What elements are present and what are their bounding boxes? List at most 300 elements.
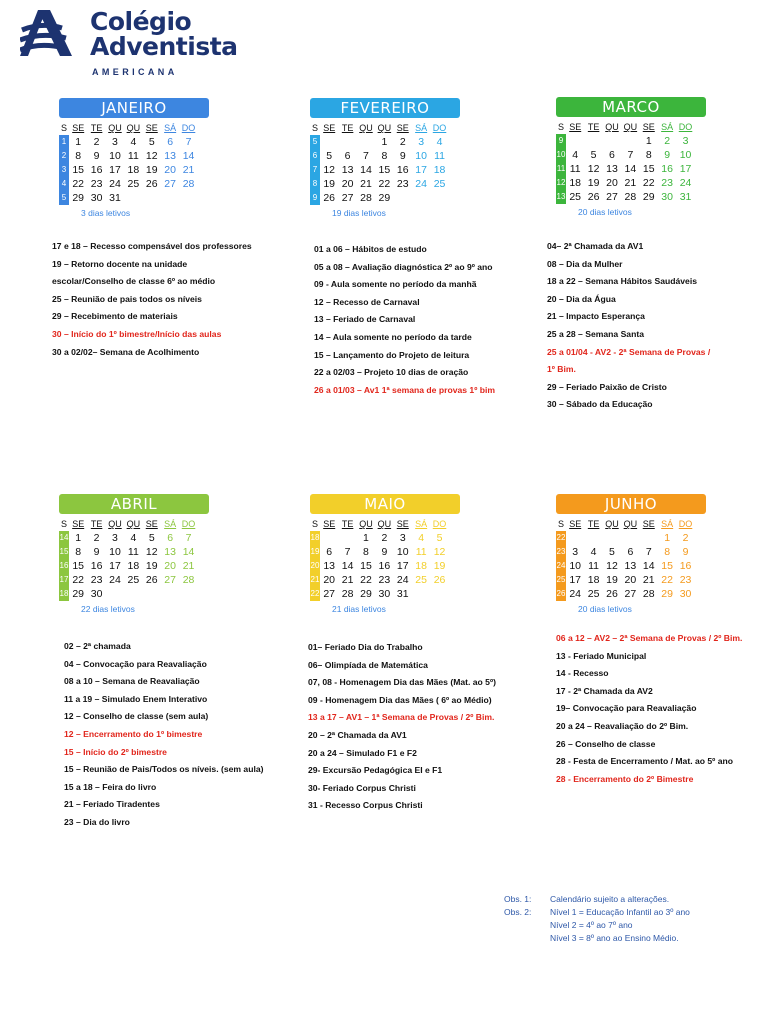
- weekday-header: DO: [432, 519, 447, 529]
- week-number: 18: [59, 587, 69, 601]
- day-cell: 1: [664, 532, 671, 544]
- day-cell: 28: [182, 178, 195, 190]
- obs-value: Nível 2 = 4º ao 7º ano: [550, 920, 633, 930]
- weekday-header: S: [557, 519, 564, 529]
- day-cell: 10: [415, 150, 427, 162]
- week-number: 20: [310, 559, 320, 573]
- event-item: 31 - Recesso Corpus Christi: [308, 800, 423, 811]
- day-cell: [320, 531, 338, 545]
- event-item: 20 – 2ª Chamada da AV1: [308, 729, 407, 740]
- day-cell: 21: [341, 574, 354, 586]
- day-cell: 19: [606, 574, 618, 586]
- day-cell: 15: [72, 560, 85, 572]
- weekday-header-row: [59, 121, 198, 135]
- day-cell: 15: [661, 560, 673, 572]
- event-item: 07, 08 - Homenagem Dia das Mães (Mat. ao 5º): [308, 677, 496, 688]
- day-cell: 27: [164, 574, 176, 586]
- day-cell: 14: [341, 560, 354, 572]
- day-cell: 2: [399, 136, 406, 148]
- day-cell: 25: [127, 574, 140, 586]
- week-number: 16: [59, 559, 69, 573]
- week-number: 5: [310, 135, 320, 149]
- week-number: 18: [310, 531, 320, 545]
- event-item: 29 – Recebimento de materiais: [52, 311, 178, 322]
- weekday-header: QU: [108, 123, 122, 133]
- day-cell: [430, 587, 448, 601]
- day-cell: 5: [436, 532, 443, 544]
- day-cell: 11: [569, 163, 581, 175]
- day-cell: [566, 531, 584, 545]
- day-cell: 30: [90, 588, 103, 600]
- day-cell: 1: [363, 532, 369, 544]
- week-number: 5: [59, 191, 69, 205]
- week-row: [556, 559, 695, 573]
- day-cell: 13: [624, 560, 637, 572]
- day-cell: 10: [109, 546, 121, 558]
- weekday-header: SÁ: [661, 122, 674, 132]
- weekday-header: QU: [377, 123, 392, 133]
- day-cell: 20: [624, 574, 637, 586]
- events-junho: [556, 630, 768, 788]
- weekday-header: SÁ: [661, 519, 674, 529]
- day-cell: 6: [167, 136, 174, 148]
- weekday-header: QU: [126, 519, 141, 529]
- week-number: 26: [556, 587, 566, 601]
- week-row: [59, 559, 198, 573]
- weekday-header: TE: [90, 123, 103, 133]
- day-cell: [430, 191, 448, 205]
- school-days-count: 19 dias letivos: [332, 208, 386, 218]
- week-row: [310, 177, 449, 191]
- weekday-header: DO: [181, 519, 196, 529]
- week-number: 22: [556, 531, 566, 545]
- day-cell: 4: [130, 136, 137, 148]
- weekday-header: SE: [145, 123, 158, 133]
- day-cell: 28: [182, 574, 195, 586]
- day-cell: 6: [344, 150, 351, 162]
- month-header: JUNHO: [556, 494, 706, 514]
- weekday-header: DO: [678, 519, 693, 529]
- week-row: [310, 135, 449, 149]
- day-cell: 30: [378, 588, 391, 600]
- month-header: FEVEREIRO: [310, 98, 460, 118]
- day-cell: 16: [396, 164, 409, 176]
- day-cell: 23: [90, 178, 103, 190]
- day-cell: 5: [609, 546, 615, 558]
- school-name-line2: Adventista: [90, 32, 238, 61]
- week-number: 2: [59, 149, 69, 163]
- day-cell: 2: [93, 532, 100, 544]
- weekday-header: QU: [359, 519, 373, 529]
- day-cell: 26: [433, 574, 446, 586]
- event-item: 17 e 18 – Recesso compensável dos professores: [52, 241, 252, 251]
- weekday-header: SÁ: [164, 123, 177, 133]
- week-number: 9: [310, 191, 320, 205]
- calendar-janeiro: [59, 98, 209, 218]
- day-cell: 13: [164, 546, 176, 558]
- day-cell: 24: [569, 588, 582, 600]
- day-cell: 27: [323, 588, 336, 600]
- day-cell: 22: [661, 574, 673, 586]
- day-cell: [338, 531, 356, 545]
- event-item: 25 a 28 – Semana Santa: [547, 328, 644, 339]
- day-cell: [179, 587, 197, 601]
- day-cell: 11: [434, 150, 445, 162]
- day-cell: 1: [75, 532, 82, 544]
- day-cell: [621, 531, 639, 545]
- school-city: AMERICANA: [92, 67, 178, 77]
- day-cell: 12: [145, 546, 158, 558]
- day-cell: [143, 191, 161, 205]
- day-cell: 23: [661, 177, 673, 189]
- day-cell: [394, 191, 412, 205]
- day-cell: 29: [360, 588, 372, 600]
- school-logo: [20, 7, 270, 80]
- event-item: 17 - 2ª Chamada da AV2: [556, 685, 653, 696]
- weekday-header: QU: [605, 519, 619, 529]
- week-row: [59, 191, 198, 205]
- day-cell: 19: [145, 164, 158, 176]
- event-item: 21 – Impacto Esperança: [547, 311, 645, 322]
- weekday-header: QU: [126, 123, 141, 133]
- week-number: 21: [310, 573, 320, 587]
- week-number: 14: [59, 531, 69, 545]
- month-grid: [310, 121, 449, 205]
- weekday-header: DO: [678, 122, 693, 132]
- day-cell: 25: [569, 191, 582, 203]
- event-item: 20 a 24 – Simulado F1 e F2: [308, 747, 417, 758]
- weekday-header-row: [310, 517, 449, 531]
- day-cell: 31: [109, 192, 121, 204]
- event-item: 15 – Lançamento do Projeto de leitura: [314, 349, 470, 360]
- day-cell: 2: [93, 136, 100, 148]
- week-number: 15: [59, 545, 69, 559]
- day-cell: 25: [127, 178, 140, 190]
- day-cell: 7: [185, 532, 192, 544]
- week-number: 3: [59, 163, 69, 177]
- day-cell: 6: [627, 546, 634, 558]
- event-item: 09 - Homenagem Dia das Mães ( 6º ao Médio): [308, 694, 492, 705]
- school-days-count: 3 dias letivos: [81, 208, 131, 218]
- calendar-abril: [59, 494, 209, 614]
- events-marco: [547, 238, 768, 414]
- day-cell: 18: [127, 560, 140, 572]
- day-cell: 4: [130, 532, 137, 544]
- weekday-header: SE: [569, 122, 582, 132]
- event-item: 01 a 06 – Hábitos de estudo: [314, 244, 427, 254]
- day-cell: 5: [148, 136, 155, 148]
- day-cell: 7: [627, 149, 634, 161]
- day-cell: 20: [606, 177, 618, 189]
- weekday-header: SE: [323, 123, 336, 133]
- event-item: 25 – Reunião de pais todos os níveis: [52, 293, 202, 304]
- event-item: 08 a 10 – Semana de Reavaliação: [64, 676, 200, 687]
- day-cell: [621, 134, 639, 148]
- week-row: [59, 531, 198, 545]
- event-item: 29 – Feriado Paixão de Cristo: [547, 381, 667, 392]
- event-item: 19 – Retorno docente na unidade: [52, 258, 188, 269]
- week-number: 12: [556, 176, 566, 190]
- month-header: MARCO: [556, 97, 706, 117]
- day-cell: [357, 135, 375, 149]
- day-cell: 29: [642, 191, 655, 203]
- week-row: [556, 190, 695, 204]
- day-cell: 3: [572, 546, 579, 558]
- day-cell: 10: [396, 546, 409, 558]
- week-number: 10: [556, 148, 566, 162]
- day-cell: 28: [341, 588, 354, 600]
- week-row: [556, 531, 695, 545]
- weekday-header: SE: [323, 519, 336, 529]
- day-cell: 21: [360, 178, 372, 190]
- day-cell: 6: [326, 546, 333, 558]
- day-cell: 4: [572, 149, 579, 161]
- day-cell: 8: [363, 546, 369, 558]
- week-number: 25: [556, 573, 566, 587]
- weekday-header-row: [556, 120, 695, 134]
- day-cell: 16: [661, 163, 673, 175]
- weekday-header: SE: [396, 519, 409, 529]
- day-cell: 28: [642, 588, 655, 600]
- event-item: 15 a 18 – Feira do livro: [64, 781, 157, 792]
- day-cell: 25: [415, 574, 427, 586]
- day-cell: 17: [569, 574, 582, 586]
- day-cell: [584, 134, 602, 148]
- event-item: 11 a 19 – Simulado Enem Interativo: [64, 693, 208, 704]
- day-cell: 8: [645, 149, 652, 161]
- day-cell: 22: [72, 574, 85, 586]
- day-cell: [584, 531, 602, 545]
- day-cell: 24: [109, 574, 121, 586]
- day-cell: 2: [664, 135, 671, 147]
- weekday-header: SÁ: [415, 519, 428, 529]
- week-number: 13: [556, 190, 566, 204]
- day-cell: 2: [682, 532, 689, 544]
- day-cell: 16: [378, 560, 391, 572]
- day-cell: 9: [399, 150, 406, 162]
- weekday-header: TE: [587, 519, 600, 529]
- week-number: 17: [59, 573, 69, 587]
- day-cell: [143, 587, 161, 601]
- day-cell: 5: [148, 532, 155, 544]
- event-item: 08 – Dia da Mulher: [547, 258, 623, 269]
- day-cell: 11: [588, 560, 600, 572]
- school-days-count: 20 dias letivos: [578, 604, 632, 614]
- day-cell: 28: [624, 191, 637, 203]
- day-cell: 22: [72, 178, 85, 190]
- adventist-flame-icon: [20, 10, 72, 56]
- week-row: [59, 587, 198, 601]
- day-cell: 15: [642, 163, 655, 175]
- day-cell: 22: [642, 177, 655, 189]
- day-cell: [320, 135, 338, 149]
- event-item: 25 a 01/04 - AV2 - 2ª Semana de Provas /: [547, 346, 711, 357]
- weekday-header: QU: [605, 122, 619, 132]
- event-item: 13 - Feriado Municipal: [556, 650, 647, 661]
- day-cell: 29: [378, 192, 391, 204]
- events-fevereiro: [314, 241, 544, 399]
- calendar-fevereiro: [310, 98, 460, 218]
- event-item: 13 – Feriado de Carnaval: [314, 314, 416, 325]
- day-cell: 19: [145, 560, 158, 572]
- event-item: 04– 2ª Chamada da AV1: [547, 241, 644, 251]
- day-cell: 9: [381, 546, 388, 558]
- day-cell: [338, 135, 356, 149]
- day-cell: 20: [164, 164, 176, 176]
- event-item: 30 – Início do 1º bimestre/Início das aulas: [52, 328, 222, 339]
- day-cell: 18: [569, 177, 582, 189]
- day-cell: 3: [418, 136, 425, 148]
- month-header: JANEIRO: [59, 98, 209, 118]
- day-cell: 30: [90, 192, 103, 204]
- day-cell: 19: [323, 178, 336, 190]
- day-cell: [412, 587, 430, 601]
- day-cell: 16: [90, 560, 103, 572]
- day-cell: 15: [72, 164, 85, 176]
- event-item: 19– Convocação para Reavaliação: [556, 703, 697, 714]
- day-cell: [640, 531, 658, 545]
- day-cell: 17: [109, 560, 121, 572]
- event-item: 06 a 12 – AV2 – 2ª Semana de Provas / 2º Bim.: [556, 633, 743, 643]
- day-cell: 10: [109, 150, 121, 162]
- week-number: 11: [556, 162, 566, 176]
- day-cell: 10: [679, 149, 692, 161]
- day-cell: 17: [109, 164, 121, 176]
- week-number: 7: [310, 163, 320, 177]
- week-row: [556, 176, 695, 190]
- event-item: 04 – Convocação para Reavaliação: [64, 658, 207, 669]
- day-cell: 12: [323, 164, 336, 176]
- day-cell: 24: [109, 178, 121, 190]
- day-cell: 14: [360, 164, 372, 176]
- day-cell: 26: [323, 192, 336, 204]
- events-maio: [308, 639, 538, 815]
- day-cell: 25: [433, 178, 446, 190]
- week-row: [59, 573, 198, 587]
- day-cell: 28: [360, 192, 372, 204]
- event-item: 12 – Recesso de Carnaval: [314, 296, 420, 307]
- day-cell: 8: [75, 546, 82, 558]
- day-cell: 6: [609, 149, 615, 161]
- week-row: [556, 545, 695, 559]
- week-row: [310, 191, 449, 205]
- event-item: 13 a 17 – AV1 – 1ª Semana de Provas / 2º Bim.: [308, 712, 495, 723]
- event-item: 20 a 24 – Reavaliação do 2º Bim.: [556, 720, 689, 731]
- weekday-header: QU: [359, 123, 373, 133]
- day-cell: 26: [587, 191, 600, 203]
- day-cell: 9: [682, 546, 689, 558]
- month-grid: [59, 121, 198, 205]
- school-name-line1: Colégio: [90, 7, 192, 36]
- day-cell: 29: [72, 192, 85, 204]
- day-cell: 4: [418, 532, 425, 544]
- weekday-header: SE: [72, 519, 85, 529]
- day-cell: 18: [587, 574, 600, 586]
- week-number: 23: [556, 545, 566, 559]
- event-item: 1º Bim.: [547, 364, 576, 375]
- day-cell: 13: [323, 560, 336, 572]
- day-cell: 20: [323, 574, 336, 586]
- event-item: 30- Feriado Corpus Christi: [308, 782, 416, 793]
- weekday-header-row: [310, 121, 449, 135]
- week-number: 6: [310, 149, 320, 163]
- week-row: [556, 134, 695, 148]
- day-cell: 26: [145, 574, 158, 586]
- day-cell: 23: [679, 574, 692, 586]
- day-cell: 3: [399, 532, 406, 544]
- calendar-maio: [310, 494, 460, 614]
- week-number: 4: [59, 177, 69, 191]
- week-row: [310, 573, 449, 587]
- day-cell: 18: [415, 560, 427, 572]
- day-cell: [603, 531, 621, 545]
- day-cell: 11: [127, 150, 139, 162]
- week-row: [59, 177, 198, 191]
- day-cell: 12: [145, 150, 158, 162]
- obs-value: Nível 3 = 8º ano ao Ensino Médio.: [550, 933, 679, 943]
- day-cell: 2: [381, 532, 388, 544]
- day-cell: 11: [415, 546, 427, 558]
- week-row: [556, 162, 695, 176]
- weekday-header: SE: [642, 519, 655, 529]
- weekday-header: SÁ: [415, 123, 428, 133]
- event-item: 30 a 02/02– Semana de Acolhimento: [52, 346, 200, 357]
- week-row: [59, 149, 198, 163]
- day-cell: 16: [90, 164, 103, 176]
- weekday-header: DO: [181, 123, 196, 133]
- day-cell: 27: [341, 192, 354, 204]
- day-cell: 24: [679, 177, 692, 189]
- weekday-header: SE: [642, 122, 655, 132]
- event-item: 21 – Feriado Tiradentes: [64, 799, 160, 810]
- day-cell: 17: [396, 560, 409, 572]
- day-cell: 20: [341, 178, 354, 190]
- day-cell: 8: [75, 150, 82, 162]
- day-cell: 12: [606, 560, 618, 572]
- event-item: 09 - Aula somente no período da manhã: [314, 279, 477, 290]
- events-abril: [64, 638, 294, 832]
- events-janeiro: [52, 238, 282, 361]
- day-cell: 12: [587, 163, 600, 175]
- event-item: 22 a 02/03 – Projeto 10 dias de oração: [314, 367, 469, 378]
- event-item: 20 – Dia da Água: [547, 293, 616, 304]
- week-number: 19: [310, 545, 320, 559]
- day-cell: 9: [93, 150, 100, 162]
- event-item: 05 a 08 – Avaliação diagnóstica 2º ao 9º ano: [314, 261, 493, 272]
- event-item: 12 – Conselho de classe (sem aula): [64, 711, 209, 722]
- weekday-header: QU: [108, 519, 122, 529]
- weekday-header: S: [311, 519, 318, 529]
- day-cell: 31: [396, 588, 409, 600]
- day-cell: 30: [661, 191, 673, 203]
- day-cell: 31: [679, 191, 692, 203]
- week-row: [310, 545, 449, 559]
- day-cell: 14: [182, 150, 195, 162]
- calendar-marco: [556, 97, 706, 217]
- day-cell: 3: [682, 135, 689, 147]
- obs-value: Nível 1 = Educação Infantil ao 3º ano: [550, 907, 690, 917]
- day-cell: 26: [606, 588, 618, 600]
- event-item: 18 a 22 – Semana Hábitos Saudáveis: [547, 276, 697, 287]
- day-cell: 7: [344, 546, 351, 558]
- day-cell: 13: [164, 150, 176, 162]
- month-grid: [556, 120, 695, 204]
- day-cell: 5: [326, 150, 333, 162]
- day-cell: 1: [75, 136, 82, 148]
- weekday-header-row: [556, 517, 695, 531]
- day-cell: 3: [112, 136, 118, 148]
- week-number: 9: [556, 134, 566, 148]
